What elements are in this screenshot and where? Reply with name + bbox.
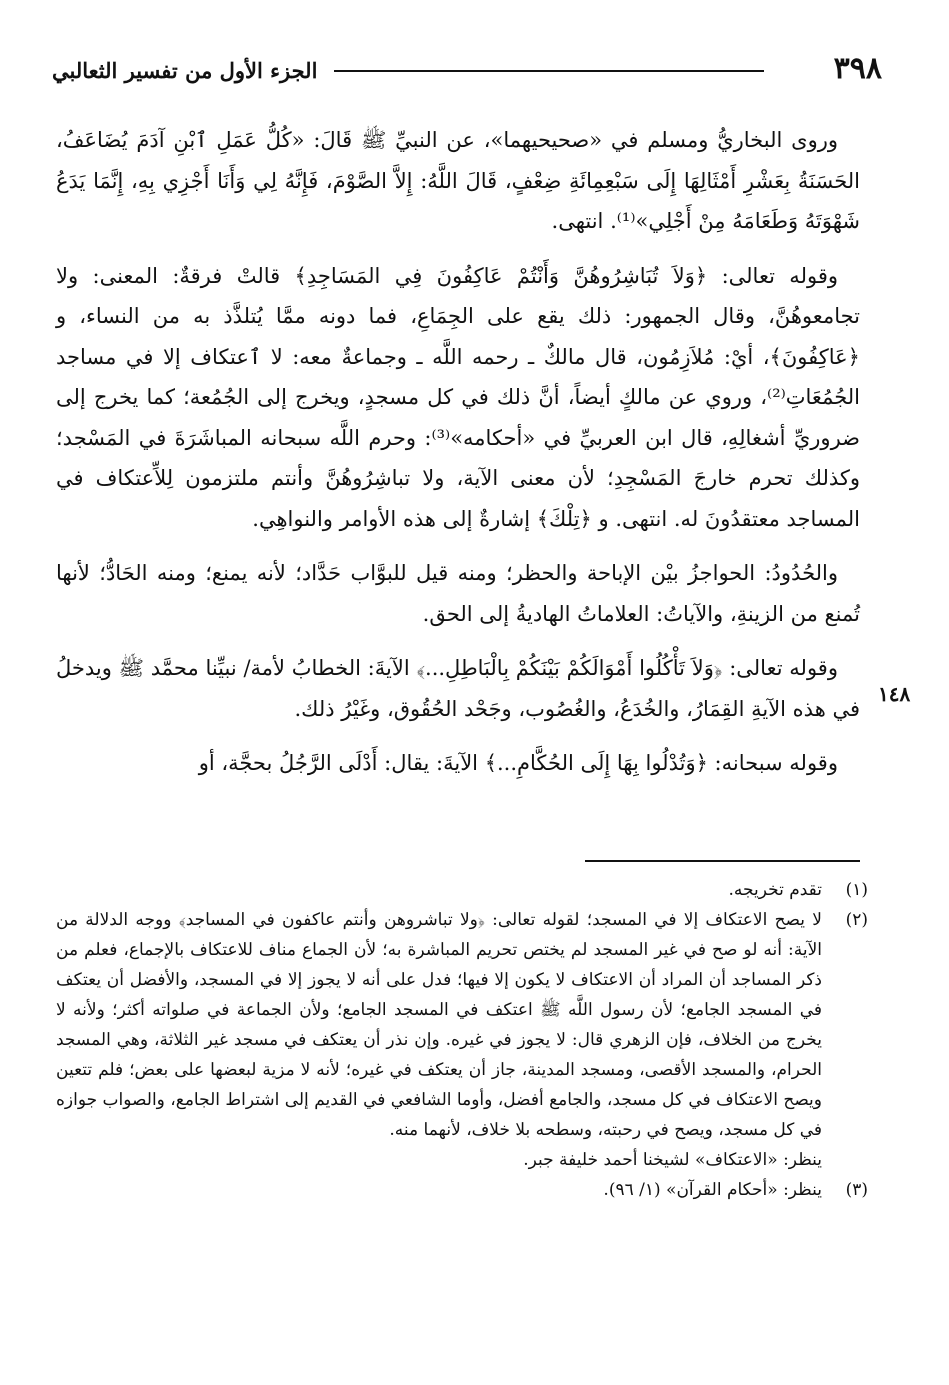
paragraph [56, 648, 860, 729]
paragraph-text: وقوله تعالى: ﴿وَلاَ تُبَاشِرُوهُنَّ وَأَنْتُمْ عَاكِفُونَ فِي المَسَاجِدِ﴾ قالتْ فرقةٌ: المعنى: ولا تجامعوهُنَّ، وقال الجمهور: ذلك يقع على الجِمَاعِ، فما دونه ممَّا يُتلذَّذ به من النساء، و ﴿عَاكِفُونَ﴾، أيْ: مُلاَزِمُون، قال مالكٌ ـ رحمه اللَّه ـ وجماعةٌ معه: لا ٱعتكاف إلا في مساجد الجُمُعَاتِ⁽²⁾، وروي عن مالكٍ أيضاً، أنَّ ذلك في كل مسجدٍ، ويخرج إلى الجُمُعة؛ كما يخرج إلى ضروريِّ أشغالِهِ، قال ابن العربيِّ في «أحكامه»⁽³⁾: وحرم اللَّه سبحانه المباشَرَةَ في المَسْجد؛ وكذلك تحرم خارجَ المَسْجِدِ؛ لأن معنى الآية، ولا تباشِرُوهُنَّ وأنتم ملتزمون لِلاِّعتكاف في المساجد معتقدُونَ له. انتهى. و ﴿تِلْكَ﴾ إشارةٌ إلى هذه الأوامر والنواهِي. [56, 263, 860, 531]
paragraph-text: وقوله سبحانه: ﴿وَتُدْلُوا بِهَا إِلَى الحُكَّامِ...﴾ الآيةَ: يقال: أَدْلَى الرَّجُلُ بحجَّة، أو [198, 751, 838, 775]
running-title: الجزء الأول من تفسير الثعالبي [52, 58, 318, 83]
paragraph-text: وروى البخاريُّ ومسلم في «صحيحيهما»، عن النبيِّ ﷺ قَالَ: «كُلُّ عَمَلِ ٱبْنِ آدَمَ يُضَاعَفُ، الحَسَنَةُ بِعَشْرِ أَمْثَالِهَا إِلَى سَبْعِمِائَةِ ضِعْفٍ، قَالَ اللَّهُ: إِلاَّ الصَّوْمَ، فَإِنَّهُ لِي وَأَنَا أَجْزِي بِهِ، إِنَّمَا يَدَعُ شَهْوَتَهُ وَطَعَامَهُ مِنْ أَجْلِي»⁽¹⁾. انتهى. [56, 128, 860, 233]
footnotes [56, 875, 868, 1205]
paragraph [56, 256, 860, 540]
page-number: ٣٩٨ [833, 51, 882, 86]
paragraph [56, 553, 860, 634]
header-rule [334, 70, 764, 72]
footnote-text: تقدم تخريجه. [728, 880, 822, 900]
paragraph [56, 743, 860, 784]
paragraph-text: وقوله تعالى: ﴿وَلاَ تَأْكُلُوا أَمْوَالَكُمْ بَيْنَكُمْ بِالْبَاطِلِ...﴾ الآيةَ: الخطابُ لأمة/ نبيِّنا محمَّد ﷺ ويدخلُ في هذه الآيةِ القِمَارُ، والخُدَعُ، والغُصُوب، وجَحْد الحُقُوق، وغَيْرُ ذلك. [56, 656, 860, 721]
paragraph-text: والحُدُودُ: الحواجزُ بيْن الإباحة والحظر؛ ومنه قيل للبوَّاب حَدَّاد؛ لأنه يمنع؛ ومنه الحَادُّ؛ لأنها تُمنع من الزينةِ، والآياتُ: العلاماتُ الهاديةُ إلى الحق. [56, 561, 860, 626]
footnote-separator [585, 860, 860, 862]
footnote [56, 905, 868, 1145]
main-text [56, 120, 860, 798]
footnote-text: ينظر: «الاعتكاف» لشيخنا أحمد خليفة جبر. [523, 1150, 822, 1170]
footnote-reference [56, 1145, 868, 1175]
footnote-text: لا يصح الاعتكاف إلا في المسجد؛ لقوله تعالى: ﴿ولا تباشروهن وأنتم عاكفون في المساجد﴾ ووجه الدلالة من الآية: أنه لو صح في غير المسجد لم يختص تحريم المباشرة به؛ لأن الجماع مناف للاعتكاف بالإجماع، فعلم من ذكر المساجد أن المراد أن الاعتكاف لا يكون إلا فيها؛ فدل على أنه لا يجوز إلا في المسجد، والأفضل أن يعتكف في المسجد الجامع؛ لأن رسول اللَّه ﷺ اعتكف في المسجد الجامع؛ ولأن الجماعة في صلواته أكثر؛ ولأنه لا يخرج من الخلاف، فإن الزهري قال: لا يجوز في غيره. وإن نذر أن يعتكف في مسجد غير الثلاثة، وهي المسجد الحرام، والمسجد الأقصى، ومسجد المدينة، جاز أن يعتكف في غيره؛ لأنه لا مزية لبعضها على بعض؛ فلم تتعين ويصح الاعتكاف في كل مسجد، والجامع أفضل، وأوما الشافعي في القديم إلى اشتراط الجامع، والصواب جوازه في كل مسجد، ويصح في رحبته، وسطحه بلا خلاف، لأنهما منه. [55, 910, 822, 1140]
footnote-number: (٣) [845, 1180, 868, 1200]
footnote-number: (١) [845, 880, 868, 900]
footnote [56, 875, 868, 905]
footnote [56, 1175, 868, 1205]
footnote-text: ينظر: «أحكام القرآن» (١/ ٩٦). [603, 1180, 822, 1200]
running-header [52, 52, 882, 92]
margin-folio-note: ١٤٨ [878, 682, 911, 706]
footnote-number: (٢) [845, 910, 868, 930]
paragraph [56, 120, 860, 242]
